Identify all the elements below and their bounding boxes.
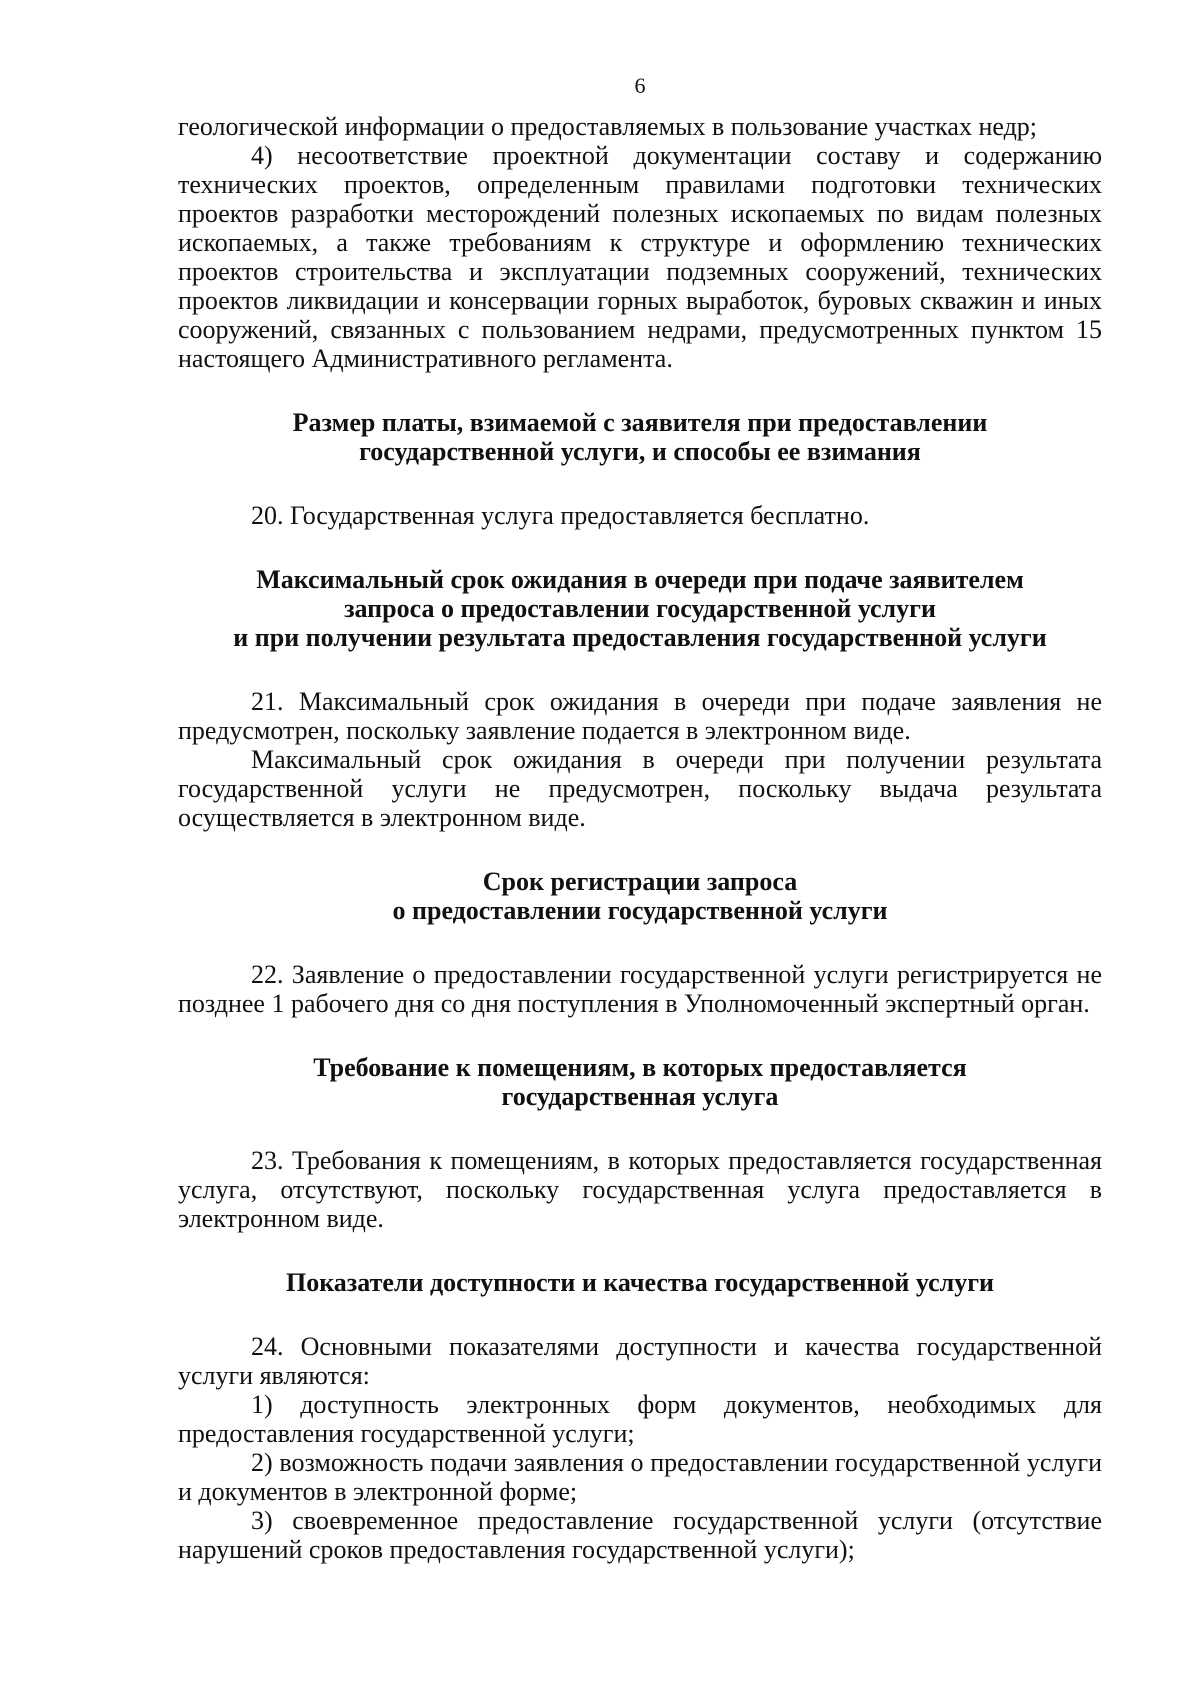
heading-registration [178,867,1102,925]
heading-quality [178,1268,1102,1297]
heading-line: Размер платы, взимаемой с заявителя при предоставлении [292,408,988,437]
heading-line: запроса о предоставлении государственной услуги [344,594,936,623]
heading-premises [178,1053,1102,1111]
heading-line: государственной услуги, и способы ее взимания [359,437,921,466]
page-number: 6 [634,73,646,98]
item-2-paragraph: 2) возможность подачи заявления о предоставлении государственной услуги и документов в электронной форме; [178,1448,1102,1506]
paragraph-21a: 21. Максимальный срок ожидания в очереди при подаче заявления не предусмотрен, поскольку заявление подается в электронном виде. [178,687,1102,745]
heading-line: Максимальный срок ожидания в очереди при подаче заявителем [256,565,1024,594]
paragraph-20: 20. Государственная услуга предоставляется бесплатно. [251,501,870,530]
paragraph-22: 22. Заявление о предоставлении государственной услуги регистрируется не позднее 1 рабочего дня со дня поступления в Уполномоченный экспертный орган. [178,960,1102,1018]
item-3-paragraph: 3) своевременное предоставление государственной услуги (отсутствие нарушений сроков предоставления государственной услуги); [178,1506,1102,1564]
item-1-paragraph: 1) доступность электронных форм документов, необходимых для предоставления государственной услуги; [178,1390,1102,1448]
item-4-paragraph: 4) несоответствие проектной документации составу и содержанию технических проектов, определенным правилами подготовки технических проектов разработки месторождений полезных ископаемых по видам полезных ископаемых, а также требованиям к структуре и оформлению технических проектов строительства и эксплуатации подземных сооружений, технических проектов ликвидации и консервации горных выработок, буровых скважин и иных сооружений, связанных с пользованием недрами, предусмотренных пунктом 15 настоящего Административного регламента. [178,141,1102,373]
heading-line: Требование к помещениям, в которых предоставляется [313,1053,967,1082]
heading-line: и при получении результата предоставления государственной услуги [233,623,1047,652]
heading-line: государственная услуга [501,1082,779,1111]
heading-line: о предоставлении государственной услуги [392,896,888,925]
paragraph-23: 23. Требования к помещениям, в которых предоставляется государственная услуга, отсутствуют, поскольку государственная услуга предоставляется в электронном виде. [178,1146,1102,1233]
paragraph-24: 24. Основными показателями доступности и качества государственной услуги являются: [178,1332,1102,1390]
continuation-paragraph: геологической информации о предоставляемых в пользование участках недр; [178,112,1038,141]
paragraph-21b: Максимальный срок ожидания в очереди при получении результата государственной услуги не предусмотрен, поскольку выдача результата осуществляется в электронном виде. [178,745,1102,832]
heading-fee [178,408,1102,466]
heading-line: Срок регистрации запроса [482,867,798,896]
heading-line: Показатели доступности и качества государственной услуги [285,1268,995,1297]
heading-queue [178,565,1102,652]
